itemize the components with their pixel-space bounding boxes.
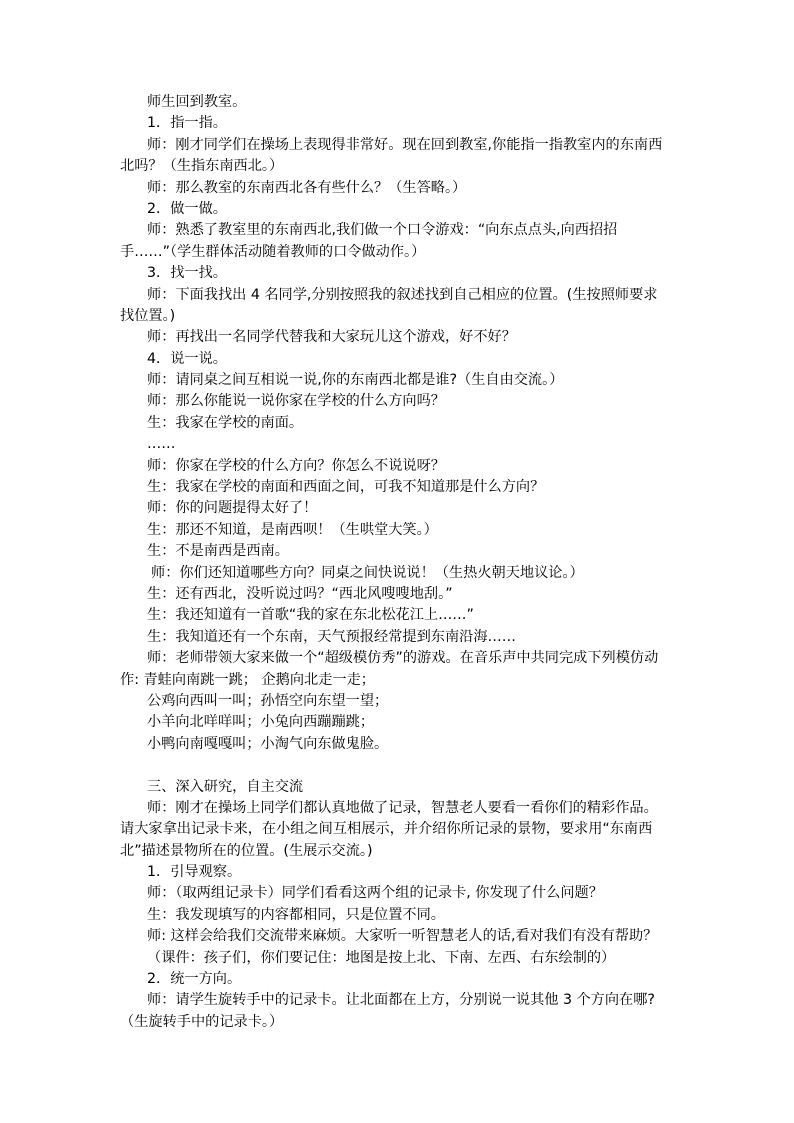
text-line: 作: 青蛙向南跳一跳； 企鹅向北走一走； bbox=[120, 671, 375, 688]
text-line: 师: 这样会给我们交流带来麻烦。大家听一听智慧老人的话,看对我们有没有帮助？ bbox=[147, 928, 658, 945]
text-line: 师：请同桌之间互相说一说,你的东南西北都是谁?（生自由交流。） bbox=[147, 372, 564, 389]
text-line: 生：我还知道有一首歌“我的家在东北松花江上……” bbox=[147, 607, 474, 624]
text-line: 生：我知道还有一个东南，天气预报经常提到东南沿海…… bbox=[147, 628, 516, 645]
text-line: （生旋转手中的记录卡。） bbox=[120, 1013, 284, 1030]
text-line: 师：那么教室的东南西北各有些什么？（生答略。） bbox=[147, 179, 467, 196]
section-heading: 三、深入研究，自主交流 bbox=[147, 778, 304, 795]
text-line: 师：那么你能说一说你家在学校的什么方向吗？ bbox=[147, 393, 445, 410]
text-line: 生：不是南西是西南。 bbox=[147, 543, 289, 560]
text-line: 北”描述景物所在的位置。(生展示交流。) bbox=[120, 842, 373, 859]
blank-line bbox=[120, 755, 680, 776]
text-line: 生：我家在学校的南面。 bbox=[147, 414, 304, 431]
text-line: 生：我家在学校的南面和西面之间，可我不知道那是什么方向？ bbox=[147, 479, 545, 496]
text-line: 找位置。) bbox=[120, 307, 176, 324]
text-line: 师：刚才在操场上同学们都认真地做了记录，智慧老人要看一看你们的精彩作品。 bbox=[147, 799, 658, 816]
text-line: 生：我发现填写的内容都相同，只是位置不同。 bbox=[147, 906, 445, 923]
text-line: 1．指一指。 bbox=[147, 115, 227, 132]
text-line: 师：你家在学校的什么方向？你怎么不说说呀？ bbox=[147, 457, 445, 474]
text-line: 1．引导观察。 bbox=[147, 864, 242, 881]
text-line: （课件：孩子们，你们要记住：地图是按上北、下南、左西、右东绘制的） bbox=[147, 949, 616, 966]
text-line: 公鸡向西叫一叫；孙悟空向东望一望； bbox=[147, 692, 389, 709]
text-line: 师：你们还知道哪些方向？同桌之间快说说！（生热火朝天地议论。） bbox=[151, 564, 584, 581]
text-line: 3．找一找。 bbox=[147, 265, 227, 282]
text-line: 师：请学生旋转手中的记录卡。让北面都在上方，分别说一说其他 3 个方向在哪? bbox=[147, 992, 655, 1009]
text-line: 师生回到教室。 bbox=[147, 94, 247, 110]
text-line: 2．统一方向。 bbox=[147, 971, 242, 988]
text-line: 小羊向北咩咩叫；小兔向西蹦蹦跳； bbox=[147, 714, 375, 731]
text-line: 手……”（学生群体活动随着教师的口令做动作。） bbox=[120, 243, 426, 260]
text-line: 师：你的问题提得太好了！ bbox=[147, 500, 318, 517]
text-line: 师：再找出一名同学代替我和大家玩儿这个游戏，好不好？ bbox=[147, 329, 516, 346]
text-line: 北吗？（生指东南西北。） bbox=[120, 158, 284, 175]
text-line: 师：（取两组记录卡）同学们看看这两个组的记录卡, 你发现了什么问题？ bbox=[147, 885, 603, 902]
document-body bbox=[120, 92, 680, 1033]
text-line: 小鸭向南嘎嘎叫；小淘气向东做鬼脸。 bbox=[147, 735, 389, 752]
text-line: 生：还有西北，没听说过吗？“西北风嗖嗖地刮。” bbox=[147, 585, 453, 602]
text-line: 2．做一做。 bbox=[147, 200, 227, 217]
text-line: …… bbox=[147, 436, 176, 453]
text-line: 师：老师带领大家来做一个“超级模仿秀”的游戏。在音乐声中共同完成下列模仿动 bbox=[147, 650, 659, 667]
text-line: 师：熟悉了教室里的东南西北,我们做一个口令游戏：“向东点点头,向西招招 bbox=[147, 222, 618, 239]
text-line: 请大家拿出记录卡来，在小组之间互相展示，并介绍你所记录的景物，要求用“东南西 bbox=[120, 821, 653, 838]
text-line: 师：下面我找出 4 名同学,分别按照我的叙述找到自己相应的位置。(生按照师要求 bbox=[147, 286, 658, 303]
text-line: 师：刚才同学们在操场上表现得非常好。现在回到教室,你能指一指教室内的东南西 bbox=[147, 136, 663, 153]
text-line: 4．说一说。 bbox=[147, 350, 227, 367]
text-line: 生：那还不知道，是南西呗！（生哄堂大笑。） bbox=[147, 521, 438, 538]
